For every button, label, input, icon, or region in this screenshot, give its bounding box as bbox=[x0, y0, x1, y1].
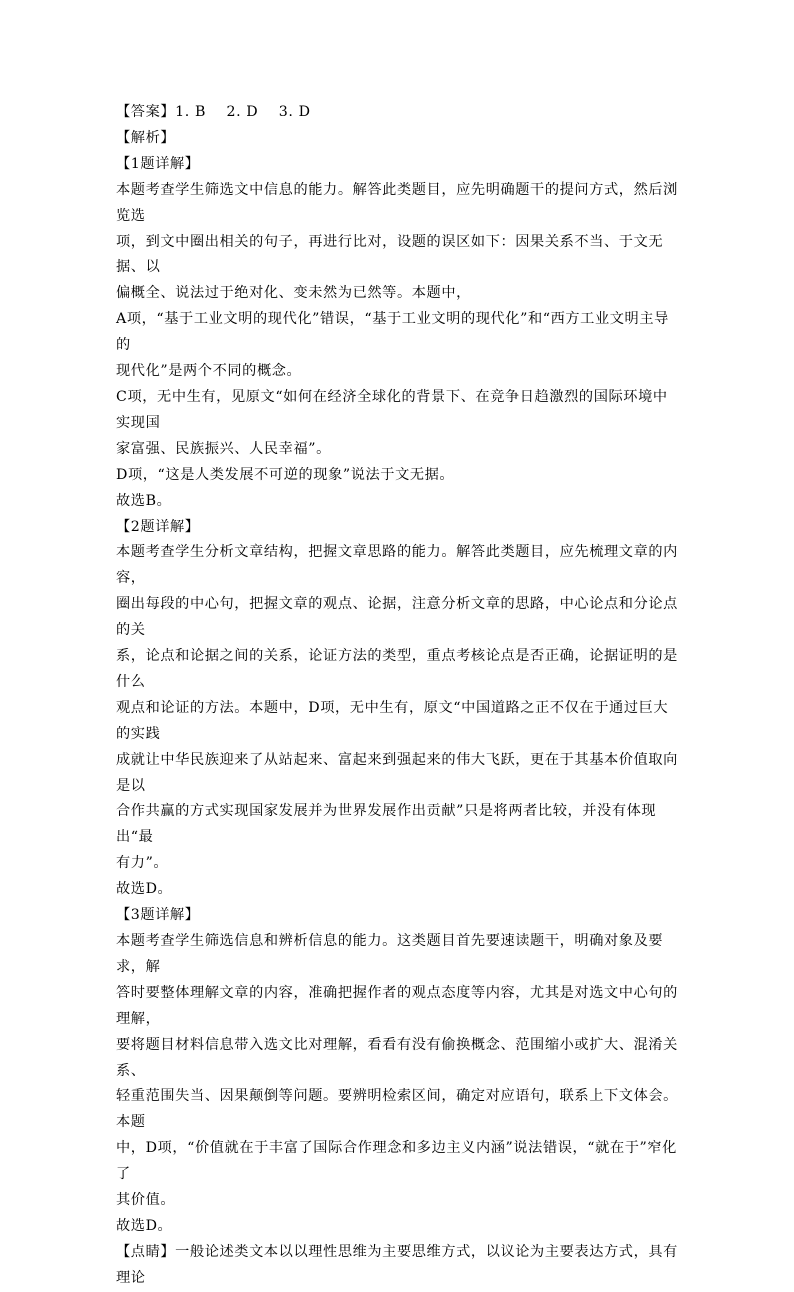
q3-line-7: 故选D。 bbox=[116, 1217, 173, 1234]
q3-heading: 【3题详解】 bbox=[116, 907, 200, 924]
q3-line-6: 其价值。 bbox=[116, 1192, 176, 1209]
answer-line: 【答案】1. B 2. D 3. D bbox=[116, 104, 311, 120]
q2-line-1: 本题考查学生分析文章结构，把握文章思路的能力。解答此类题目，应先梳理文章的内容， bbox=[116, 544, 678, 587]
q2-line-7: 有力”。 bbox=[116, 855, 169, 872]
q2-line-6: 合作共赢的方式实现国家发展并为世界发展作出贡献”只是将两者比较，并没有体现出“最 bbox=[116, 803, 657, 846]
q1-line-3: 偏概全、说法过于绝对化、变未然为已然等。本题中， bbox=[116, 285, 471, 302]
q3-line-2: 答时要整体理解文章的内容，准确把握作者的观点态度等内容，尤其是对选文中心句的理解， bbox=[116, 984, 678, 1027]
q2-line-5: 成就让中华民族迎来了从站起来、富起来到强起来的伟大飞跃，更在于其基本价值取向是以 bbox=[116, 751, 678, 794]
q1-line-2: 项，到文中圈出相关的句子，再进行比对，设题的误区如下：因果关系不当、于文无据、以 bbox=[116, 233, 664, 276]
q3-line-1: 本题考查学生筛选信息和辨析信息的能力。这类题目首先要速读题干，明确对象及要求，解 bbox=[116, 933, 664, 975]
pointer-line: 【点睛】一般论述类文本以以理性思维为主要思维方式，以议论为主要表达方式，具有理论 bbox=[116, 1243, 678, 1286]
q2-heading: 【2题详解】 bbox=[116, 518, 200, 535]
q3-line-4: 轻重范围失当、因果颠倒等问题。要辨明检索区间，确定对应语句，联系上下文体会。本题 bbox=[116, 1088, 678, 1131]
q1-line-4: A项，“基于工业文明的现代化”错误，“基于工业文明的现代化”和“西方工业文明主导的 bbox=[116, 311, 669, 354]
q1-line-7: 家富强、民族振兴、人民幸福”。 bbox=[116, 440, 331, 457]
q1-line-1: 本题考查学生筛选文中信息的能力。解答此类题目，应先明确题干的提问方式，然后浏览选 bbox=[116, 181, 678, 224]
q2-line-2: 圈出每段的中心句，把握文章的观点、论据，注意分析文章的思路，中心论点和分论点的关 bbox=[116, 596, 678, 639]
q1-line-5: 现代化”是两个不同的概念。 bbox=[116, 363, 302, 380]
analysis-heading: 【解析】 bbox=[116, 129, 176, 146]
q1-line-6: C项，无中生有，见原文“如何在经济全球化的背景下、在竞争日趋激烈的国际环境中实现国 bbox=[116, 388, 668, 431]
q1-heading: 【1题详解】 bbox=[116, 155, 200, 172]
q2-line-3: 系，论点和论据之间的关系，论证方法的类型，重点考核论点是否正确，论据证明的是什么 bbox=[116, 648, 678, 690]
document-body bbox=[116, 100, 682, 1292]
q2-line-8: 故选D。 bbox=[116, 881, 173, 898]
q1-line-8: D项，“这是人类发展不可逆的现象”说法于文无据。 bbox=[116, 466, 455, 483]
q1-line-9: 故选B。 bbox=[116, 492, 172, 509]
q3-line-3: 要将题目材料信息带入选文比对理解，看看有没有偷换概念、范围缩小或扩大、混淆关系、 bbox=[116, 1036, 678, 1079]
q3-line-5: 中，D项，“价值就在于丰富了国际合作理念和多边主义内涵”说法错误，“就在于”窄化了 bbox=[116, 1140, 677, 1183]
q2-line-4: 观点和论证的方法。本题中，D项，无中生有，原文“中国道路之正不仅在于通过巨大的实践 bbox=[116, 699, 669, 742]
